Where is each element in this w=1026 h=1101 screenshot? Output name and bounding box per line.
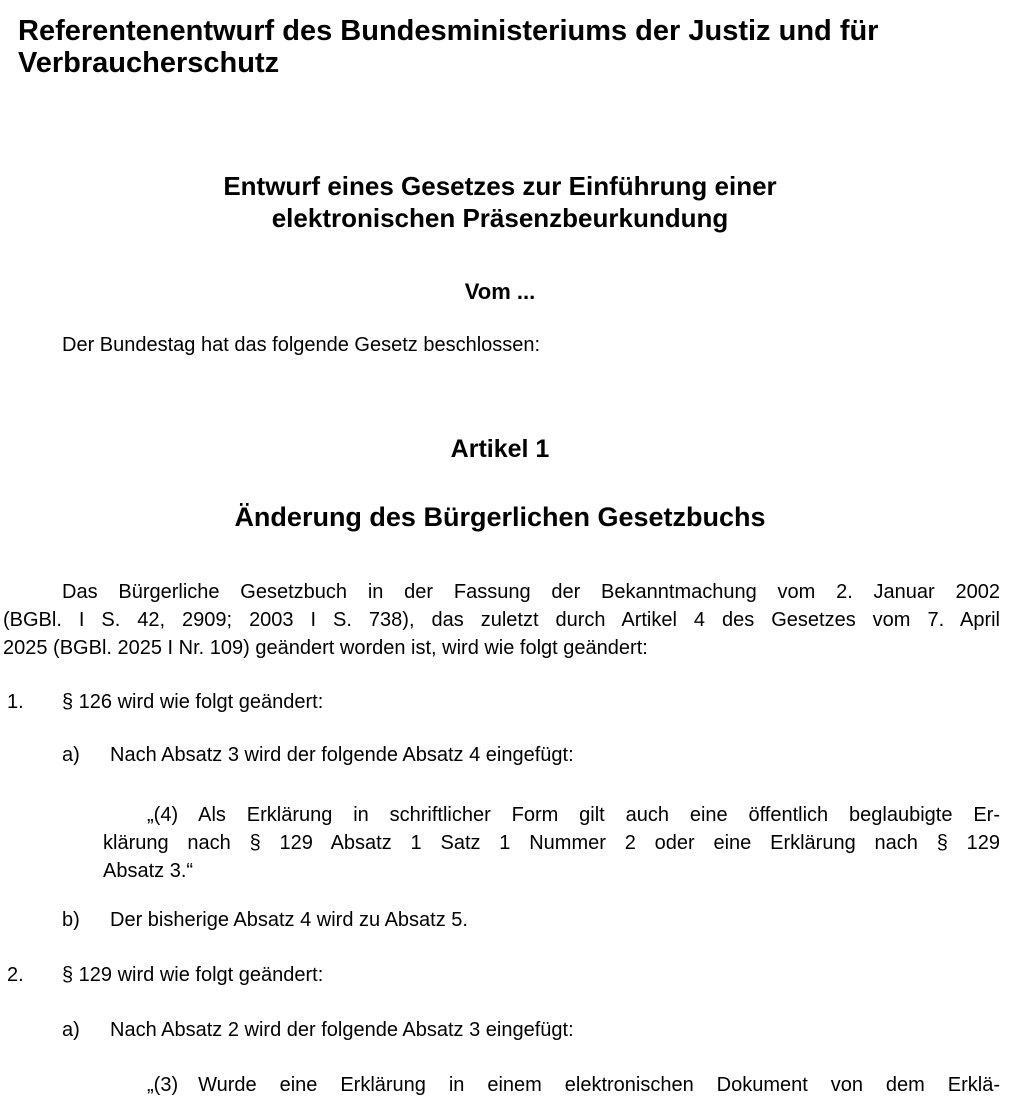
intro-line-2: (BGBl. I S. 42, 2909; 2003 I S. 738), das zuletzt durch Artikel 4 des Gesetzes vom 7. April <box>3 609 1000 631</box>
quote-line-1: „(4) Als Erklärung in schriftlicher Form gilt auch eine öffentlich beglaubigte Er- <box>147 804 1000 826</box>
subitem-1a <box>62 741 1000 769</box>
subitem-2a <box>62 1016 1000 1044</box>
article-heading: Artikel 1 <box>450 435 550 463</box>
insertion-quote-1 <box>103 801 1000 885</box>
subitem-marker: a) <box>62 1019 80 1041</box>
law-subject-line-2: elektronischen Präsenzbeurkundung <box>271 203 729 233</box>
quote-line-3: Absatz 3.“ <box>103 860 194 882</box>
article-subject-heading: Änderung des Bürgerlichen Gesetzbuchs <box>234 502 766 532</box>
item-number: 2. <box>7 964 24 986</box>
item-text: § 129 wird wie folgt geändert: <box>62 964 324 986</box>
subitem-marker: b) <box>62 909 80 931</box>
insertion-quote-2 <box>103 1071 1000 1099</box>
intro-paragraph <box>3 578 1000 662</box>
subitem-marker: a) <box>62 744 80 766</box>
date-line: Vom ... <box>464 279 536 304</box>
law-subject-heading <box>0 170 1000 234</box>
item-text: § 126 wird wie folgt geändert: <box>62 691 324 713</box>
amendment-item-2 <box>7 961 1000 989</box>
quote-line-2: klärung nach § 129 Absatz 1 Satz 1 Nummer 2 oder eine Erklärung nach § 129 <box>103 832 1000 854</box>
doc-title <box>18 15 1000 79</box>
subitem-text: Nach Absatz 2 wird der folgende Absatz 3 eingefügt: <box>110 1019 574 1041</box>
item-number: 1. <box>7 691 24 713</box>
subitem-text: Nach Absatz 3 wird der folgende Absatz 4 eingefügt: <box>110 744 574 766</box>
intro-line-3: 2025 (BGBl. 2025 I Nr. 109) geändert worden ist, wird wie folgt geändert: <box>3 637 648 659</box>
amendment-item-1 <box>7 688 1000 716</box>
intro-line-1: Das Bürgerliche Gesetzbuch in der Fassung der Bekanntmachung vom 2. Januar 2002 <box>62 581 1000 603</box>
quote-line-1: „(3) Wurde eine Erklärung in einem elektronischen Dokument von dem Erklä- <box>147 1074 1000 1096</box>
law-subject-line-1: Entwurf eines Gesetzes zur Einführung einer <box>223 171 777 201</box>
subitem-text: Der bisherige Absatz 4 wird zu Absatz 5. <box>110 909 468 931</box>
preamble: Der Bundestag hat das folgende Gesetz beschlossen: <box>62 334 541 356</box>
doc-title-line-2: Verbraucherschutz <box>18 47 280 79</box>
subitem-1b <box>62 906 1000 934</box>
doc-title-line-1: Referentenentwurf des Bundesministeriums der Justiz und für <box>18 15 879 47</box>
